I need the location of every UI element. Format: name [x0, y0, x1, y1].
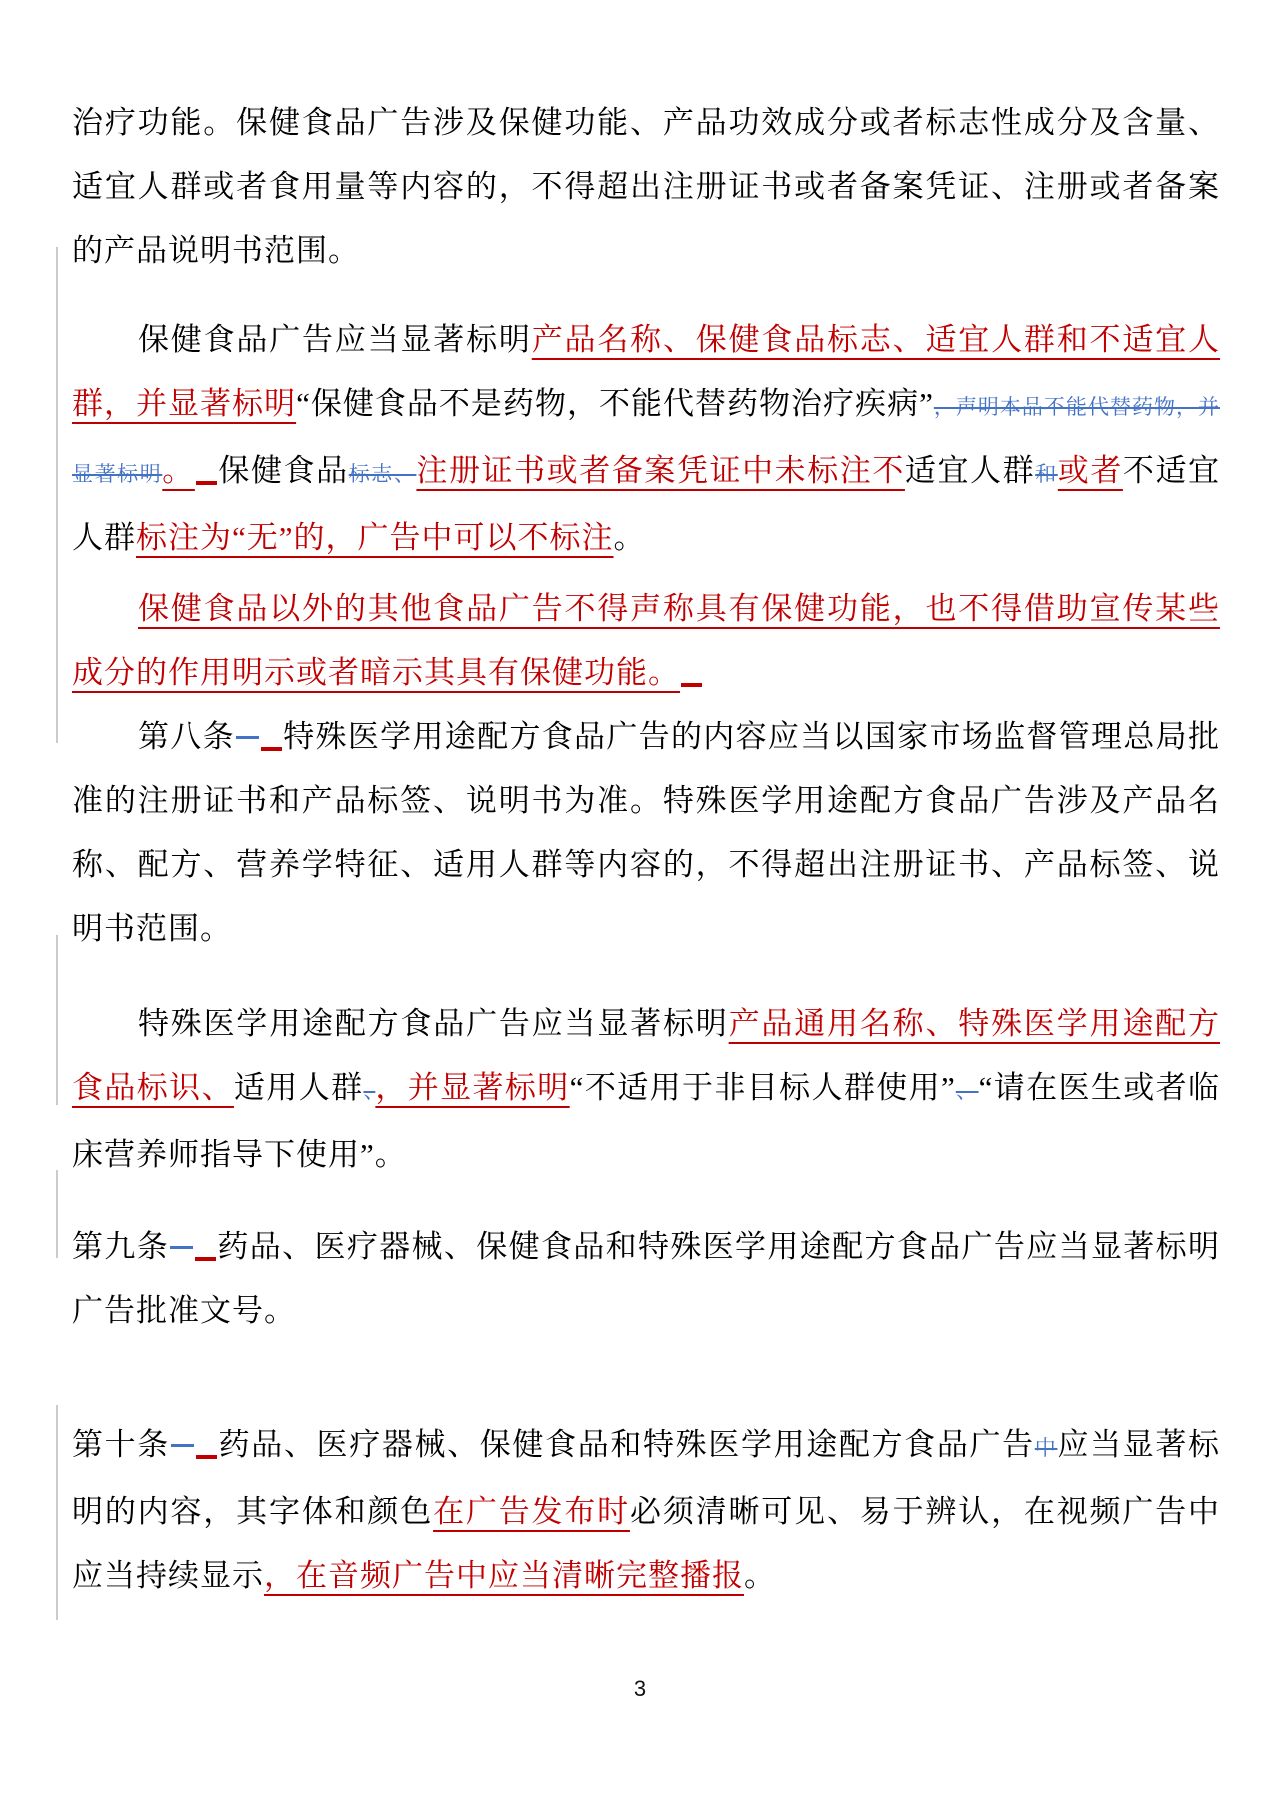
inserted-text: ，在音频广告中应当清晰完整播报: [264, 1558, 744, 1593]
inserted-text: 产品通用名称、特殊医学用途配方食品标识、: [72, 1006, 1220, 1105]
body-text: “保健食品不是药物，不能代替药物治疗疾病”: [296, 386, 934, 421]
deleted-text: 、: [955, 1079, 979, 1103]
paragraph: [72, 91, 1220, 283]
deleted-space-mark: [236, 736, 259, 739]
inserted-text: 产品名称、保健食品标志、适宜人群和不适宜人群，并显著标明: [72, 322, 1220, 421]
inserted-space-mark: [195, 1257, 216, 1261]
inserted-space-mark: [681, 683, 702, 687]
body-text: 特殊医学用途配方食品广告应当显著标明: [138, 1006, 729, 1041]
inserted-text: 或者: [1057, 453, 1123, 488]
inserted-text: 保健食品以外的其他食品广告不得声称具有保健功能，也不得借助宣传某些成分的作用明示或者暗示其具有保健功能。: [72, 591, 1220, 690]
body-text: 应当显著标明的内容，其字体和颜色: [72, 1427, 1221, 1529]
body-text: 第九条: [72, 1229, 170, 1264]
inserted-text: 注册证书或者备案凭证中未标注不: [416, 453, 905, 488]
page-number: 3: [633, 1676, 647, 1701]
body-text: 必须清晰可见、易于辨认，在视频广告中应当持续显示: [72, 1494, 1221, 1593]
paragraph: [72, 1215, 1220, 1343]
deleted-text: 、: [363, 1079, 376, 1103]
paragraph: [72, 577, 1220, 705]
body-text: “不适用于非目标人群使用”: [569, 1070, 956, 1105]
inserted-text: 。: [162, 453, 195, 488]
deleted-space-mark: [171, 1444, 194, 1447]
deleted-text: ，声明本品不能代替药物，并显著标明: [72, 395, 1221, 486]
inserted-space-mark: [196, 1455, 217, 1459]
body-text: 药品、医疗器械、保健食品和特殊医学用途配方食品广告应当显著标明广告批准文号。: [72, 1229, 1221, 1328]
inserted-text: ，并显著标明: [375, 1070, 570, 1105]
paragraph: [72, 992, 1220, 1187]
body-text: 药品、医疗器械、保健食品和特殊医学用途配方食品广告: [217, 1427, 1035, 1462]
body-text: 保健食品: [217, 453, 349, 488]
page-footer: [0, 1676, 1280, 1702]
body-text: 。: [613, 520, 646, 555]
body-text: 。: [744, 1558, 776, 1593]
body-text: 适宜人群: [904, 453, 1036, 488]
inserted-space-mark: [196, 481, 217, 485]
body-text: 特殊医学用途配方食品广告的内容应当以国家市场监督管理总局批准的注册证书和产品标签、说明书为准。特殊医学用途配方食品广告涉及产品名称、配方、营养学特征、适用人群等内容的，不得超出注册证书、产品标签、说明书范围。: [72, 719, 1220, 946]
deleted-text: 中: [1034, 1436, 1058, 1460]
paragraph: [72, 705, 1220, 961]
body-text: 第十条: [72, 1427, 170, 1462]
deleted-space-mark: [170, 1246, 193, 1249]
inserted-text: 在广告发布时: [433, 1494, 631, 1529]
body-text: 治疗功能。保健食品广告涉及保健功能、产品功效成分或者标志性成分及含量、适宜人群或者食用量等内容的，不得超出注册证书或者备案凭证、注册或者备案的产品说明书范围。: [72, 105, 1220, 268]
paragraph: [72, 1413, 1220, 1608]
deleted-text: 标志、: [348, 462, 417, 486]
inserted-text: 标注为“无”的，广告中可以不标注: [136, 520, 614, 555]
paragraph: [72, 308, 1220, 570]
body-text: 第八条: [138, 719, 235, 754]
body-text: “请在医生或者临床营养师指导下使用”。: [72, 1070, 1221, 1172]
body-text: 适用人群: [233, 1070, 364, 1105]
body-text: 保健食品广告应当显著标明: [138, 322, 532, 357]
inserted-space-mark: [261, 747, 282, 751]
body-text: 不适宜人群: [72, 453, 1221, 555]
deleted-text: 和: [1035, 462, 1058, 486]
